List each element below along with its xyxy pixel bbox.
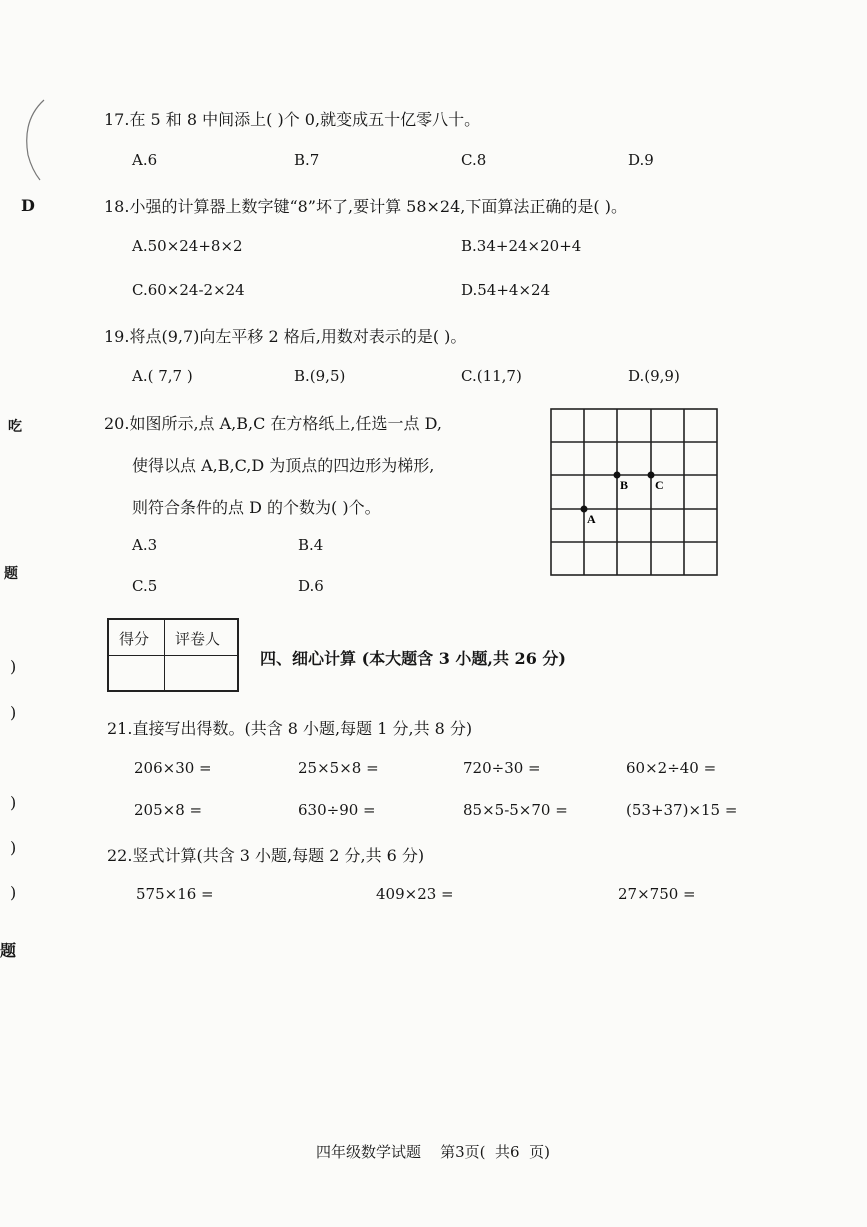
q21-item-6: 630÷90 = xyxy=(298,801,376,819)
q21-item-4: 60×2÷40 = xyxy=(626,759,717,777)
score-table xyxy=(107,618,239,692)
q22-item-3: 27×750 = xyxy=(618,885,696,903)
q19-option-b: B.(9,5) xyxy=(294,367,346,385)
q21-item-2: 25×5×8 = xyxy=(298,759,379,777)
margin-mark-7: ) xyxy=(10,883,17,902)
q18-option-a: A.50×24+8×2 xyxy=(132,237,243,255)
score-table-divider-h xyxy=(109,655,237,656)
margin-mark-3: ) xyxy=(10,657,17,676)
question-22: 22.竖式计算(共含 3 小题,每题 2 分,共 6 分) xyxy=(107,846,425,865)
question-17: 17.在 5 和 8 中间添上( )个 0,就变成五十亿零八十。 xyxy=(104,110,481,129)
score-label: 得分 xyxy=(119,630,150,648)
q21-item-5: 205×8 = xyxy=(134,801,203,819)
grid-figure xyxy=(550,408,718,576)
grader-label: 评卷人 xyxy=(175,630,221,648)
point-b-label: B xyxy=(620,478,629,492)
q18-option-d: D.54+4×24 xyxy=(461,281,551,299)
q22-item-2: 409×23 = xyxy=(376,885,454,903)
margin-mark-d: D xyxy=(21,196,35,215)
question-20-line-2: 使得以点 A,B,C,D 为顶点的四边形为梯形, xyxy=(132,456,435,475)
q17-option-c: C.8 xyxy=(461,151,487,169)
q21-item-7: 85×5-5×70 = xyxy=(463,801,568,819)
q19-option-c: C.(11,7) xyxy=(461,367,522,385)
q17-option-d: D.9 xyxy=(628,151,654,169)
q21-item-1: 206×30 = xyxy=(134,759,212,777)
q17-option-a: A.6 xyxy=(132,151,158,169)
q19-option-d: D.(9,9) xyxy=(628,367,680,385)
section-4-title: 四、细心计算 (本大题含 3 小题,共 26 分) xyxy=(260,649,566,668)
point-a-label: A xyxy=(587,512,596,526)
q18-option-c: C.60×24-2×24 xyxy=(132,281,245,299)
margin-mark-1: 吃 xyxy=(8,419,22,435)
q19-option-a: A.( 7,7 ) xyxy=(132,367,193,385)
margin-mark-2: 题 xyxy=(4,566,18,582)
grid-svg xyxy=(550,408,718,576)
q20-option-c: C.5 xyxy=(132,577,158,595)
margin-mark-5: ) xyxy=(10,793,17,812)
q21-item-3: 720÷30 = xyxy=(463,759,541,777)
q20-option-b: B.4 xyxy=(298,536,324,554)
q20-option-a: A.3 xyxy=(132,536,158,554)
point-c-label: C xyxy=(655,478,664,492)
point-c xyxy=(648,472,655,479)
margin-scribble xyxy=(14,95,54,185)
question-19: 19.将点(9,7)向左平移 2 格后,用数对表示的是( )。 xyxy=(104,327,467,346)
q17-option-b: B.7 xyxy=(294,151,320,169)
margin-mark-6: ) xyxy=(10,838,17,857)
q18-option-b: B.34+24×20+4 xyxy=(461,237,582,255)
q22-item-1: 575×16 = xyxy=(136,885,214,903)
question-18: 18.小强的计算器上数字键“8”坏了,要计算 58×24,下面算法正确的是( )。 xyxy=(104,197,627,216)
margin-mark-4: ) xyxy=(10,703,17,722)
page-footer: 四年级数学试题 第3页( 共6 页) xyxy=(316,1143,550,1161)
q21-item-8: (53+37)×15 = xyxy=(626,801,738,819)
question-21: 21.直接写出得数。(共含 8 小题,每题 1 分,共 8 分) xyxy=(107,719,473,738)
question-20-line-1: 20.如图所示,点 A,B,C 在方格纸上,任选一点 D, xyxy=(104,414,442,433)
question-20-line-3: 则符合条件的点 D 的个数为( )个。 xyxy=(132,498,381,517)
margin-mark-8: 题 xyxy=(0,941,17,960)
q20-option-d: D.6 xyxy=(298,577,324,595)
